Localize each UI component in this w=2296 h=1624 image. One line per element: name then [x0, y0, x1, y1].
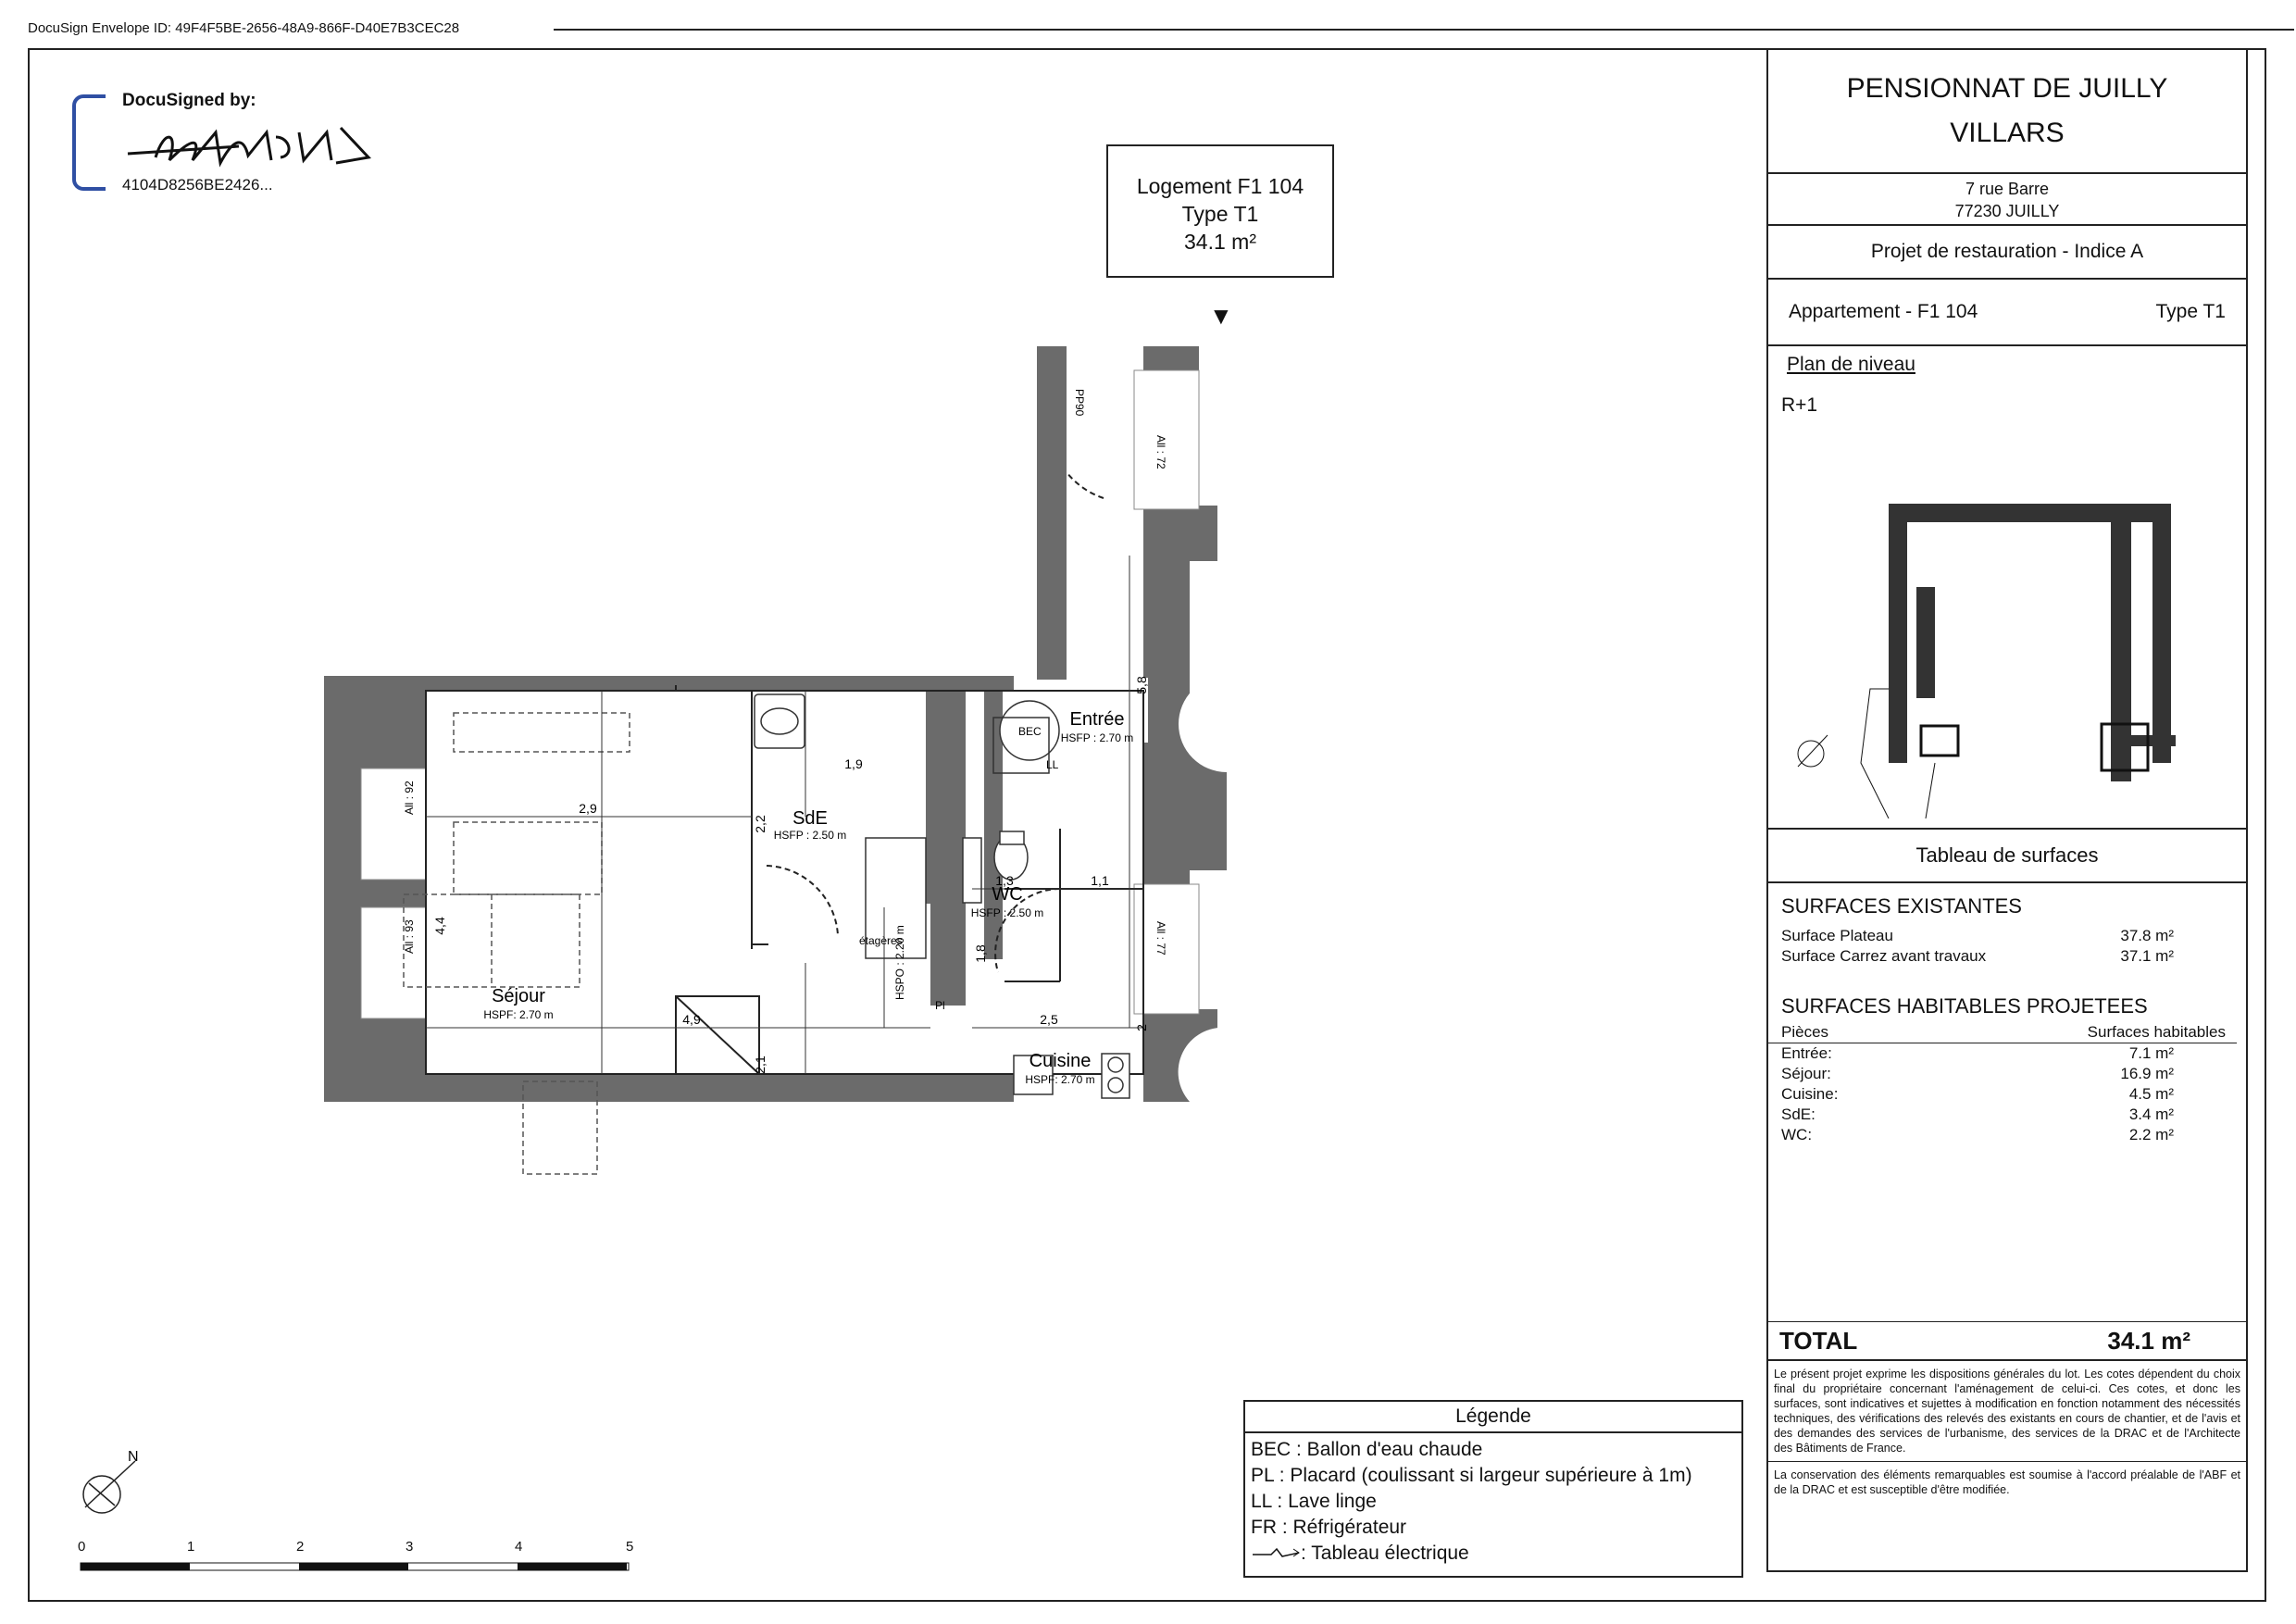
legend [1243, 1400, 1743, 1578]
dim-2-9: 2,9 [579, 801, 597, 816]
label-all93: All : 93 [403, 919, 416, 954]
piece-value: 2.2 m² [2128, 1126, 2174, 1143]
room-cuisine-hsp: HSPF: 2.70 m [1025, 1073, 1095, 1086]
tv-unit [454, 713, 630, 752]
room-wc: WC [992, 884, 1023, 905]
north-label: N [128, 1449, 139, 1465]
dim-2-1: 2,1 [753, 1056, 767, 1074]
furniture [404, 713, 630, 1174]
room-entree-hsp: HSFP : 2.70 m [1060, 731, 1134, 744]
piece-row [1768, 1105, 2246, 1125]
address [1768, 174, 2246, 226]
entrance-arrow-icon: ▼ [1209, 302, 1233, 330]
surfaces-projetees-title: SURFACES HABITABLES PROJETEES [1781, 994, 2148, 1018]
floor-plan [324, 333, 1389, 1241]
piece-label: WC: [1781, 1126, 1813, 1143]
piece-value: 4.5 m² [2128, 1085, 2174, 1103]
bec-frame [963, 838, 981, 903]
logement-name: Logement F1 104 [1136, 174, 1304, 198]
envelope-id: DocuSign Envelope ID: 49F4F5BE-2656-48A9-866F-D40E7B3CEC28 [28, 20, 460, 36]
scale-tick-0: 0 [78, 1539, 86, 1555]
piece-row [1768, 1084, 2246, 1105]
room-sejour-hsp: HSPF: 2.70 m [483, 1008, 554, 1021]
existante-row [1768, 926, 2246, 946]
project-name-line1: PENSIONNAT DE JUILLY [1846, 73, 2168, 104]
piece-label: Entrée: [1781, 1044, 1832, 1062]
room-sde: SdE [792, 808, 828, 829]
conservation-note: La conservation des éléments remarquables est soumise à l'accord préalable de l'ABF et de la DRAC et est susceptible d'être modifiée. [1774, 1468, 2240, 1496]
surfaces-existantes-title: SURFACES EXISTANTES [1781, 894, 2022, 918]
piece-label: Séjour: [1781, 1065, 1831, 1082]
logement-area: 34.1 m² [1184, 230, 1256, 254]
piece-value: 7.1 m² [2128, 1044, 2174, 1062]
apartment-id: Appartement - F1 104 [1789, 301, 1978, 322]
scale-graphic [80, 1559, 635, 1572]
existante-value: 37.8 m² [2120, 927, 2174, 944]
dim-1-1: 1,1 [1091, 873, 1109, 888]
project-name-line2: VILLARS [1950, 118, 2065, 148]
level-label: R+1 [1781, 394, 1818, 416]
dim-1-9: 1,9 [844, 756, 863, 771]
logement-box [1106, 144, 1334, 278]
total-value: 34.1 m² [2107, 1326, 2190, 1355]
room-entree: Entrée [1069, 709, 1125, 730]
legend-item-tableau [1251, 1541, 1736, 1567]
piece-row [1768, 1064, 2246, 1084]
piece-value: 16.9 m² [2120, 1065, 2174, 1082]
dim-4-4: 4,4 [432, 917, 447, 935]
room-wc-hsp: HSFP : 2.50 m [970, 906, 1044, 919]
apartment-row [1768, 280, 2246, 346]
scale-tick-5: 5 [626, 1539, 634, 1555]
label-ll: LL [1046, 758, 1059, 771]
dim-1-3: 1,3 [995, 873, 1014, 888]
dim-2: 2 [1134, 1024, 1149, 1031]
legend-item-ll: LL : Lave linge [1251, 1491, 1377, 1512]
col-pieces: Pièces [1781, 1023, 1829, 1041]
label-hspo: HSPO : 2.20 m [893, 925, 906, 1000]
col-surfaces: Surfaces habitables [2087, 1023, 2226, 1041]
scale-tick-2: 2 [296, 1539, 305, 1555]
address-street: 7 rue Barre [1965, 180, 2050, 198]
label-all77: All : 77 [1154, 921, 1167, 956]
existante-value: 37.1 m² [2120, 947, 2174, 965]
address-city: 77230 JUILLY [1954, 202, 2060, 220]
project-title: Projet de restauration - Indice A [1768, 226, 2246, 280]
electrical-panel-icon [1251, 1546, 1301, 1559]
scale-tick-1: 1 [187, 1539, 195, 1555]
top-rule [554, 29, 2294, 31]
plan-de-niveau [1768, 346, 2246, 830]
signature-code: 4104D8256BE2426... [122, 176, 273, 194]
piece-row [1768, 1125, 2246, 1145]
handwritten-signature [91, 109, 461, 174]
existante-label: Surface Plateau [1781, 927, 1893, 944]
scale-tick-3: 3 [406, 1539, 414, 1555]
label-pp90: PP90 [1073, 389, 1086, 417]
dim-5-8: 5,8 [1134, 676, 1149, 694]
legend-item-pl: PL : Placard (coulissant si largeur supérieure à 1m) [1251, 1465, 1692, 1486]
key-plan [1787, 430, 2231, 818]
legend-item-tableau-text: : Tableau électrique [1301, 1543, 1469, 1564]
scale-tick-4: 4 [515, 1539, 523, 1555]
logement-type: Type T1 [1181, 202, 1259, 226]
pieces-header [1768, 1022, 2237, 1043]
dim-2-5: 2,5 [1040, 1012, 1058, 1027]
total-label: TOTAL [1779, 1326, 1858, 1355]
piece-row [1768, 1043, 2246, 1064]
dim-1-8: 1,8 [973, 944, 988, 963]
docusign-signature [72, 91, 461, 194]
apartment-type: Type T1 [2155, 301, 2226, 322]
label-all72: All : 72 [1154, 435, 1167, 469]
label-pl: Pl [935, 999, 945, 1012]
tableau-surfaces-title: Tableau de surfaces [1768, 830, 2246, 883]
legend-title: Légende [1245, 1402, 1741, 1433]
table [454, 822, 602, 894]
legend-item-fr: FR : Réfrigérateur [1251, 1517, 1407, 1538]
room-cuisine: Cuisine [1029, 1051, 1092, 1071]
piece-label: Cuisine: [1781, 1085, 1839, 1103]
north-arrow-icon [74, 1444, 157, 1518]
plan-niveau-title: Plan de niveau [1787, 354, 1915, 375]
project-name [1768, 50, 2246, 174]
piece-label: SdE: [1781, 1106, 1816, 1123]
dim-4-9: 4,9 [682, 1012, 701, 1027]
piece-value: 3.4 m² [2128, 1106, 2174, 1123]
label-etageres: étagères [859, 934, 903, 947]
signature-label: DocuSigned by: [122, 91, 256, 110]
title-block [1766, 48, 2248, 1572]
label-bec: BEC [1018, 725, 1042, 738]
total-row [1768, 1321, 2246, 1361]
room-sde-hsp: HSFP : 2.50 m [773, 829, 847, 842]
existante-label: Surface Carrez avant travaux [1781, 947, 1987, 965]
room-sejour: Séjour [492, 986, 545, 1006]
disclaimer-note: Le présent projet exprime les dispositions générales du lot. Les cotes dépendent du choix final du propriétaire concernant l'aménagement de celui-ci. Ces cotes, et donc les surfaces, sont indicatives et sujettes à modification en fonction notamment des nécessités techniques, des vérifications des relevés des existants en cours de chantier, et de l'avis et des demandes des services de l'urbanisme, des services de la DRAC et de l'Architecte des Bâtiments de France. [1768, 1361, 2246, 1462]
dim-2-2: 2,2 [753, 815, 767, 833]
label-all92: All : 92 [403, 781, 416, 815]
existante-row [1768, 946, 2246, 967]
legend-item-bec: BEC : Ballon d'eau chaude [1251, 1439, 1483, 1460]
